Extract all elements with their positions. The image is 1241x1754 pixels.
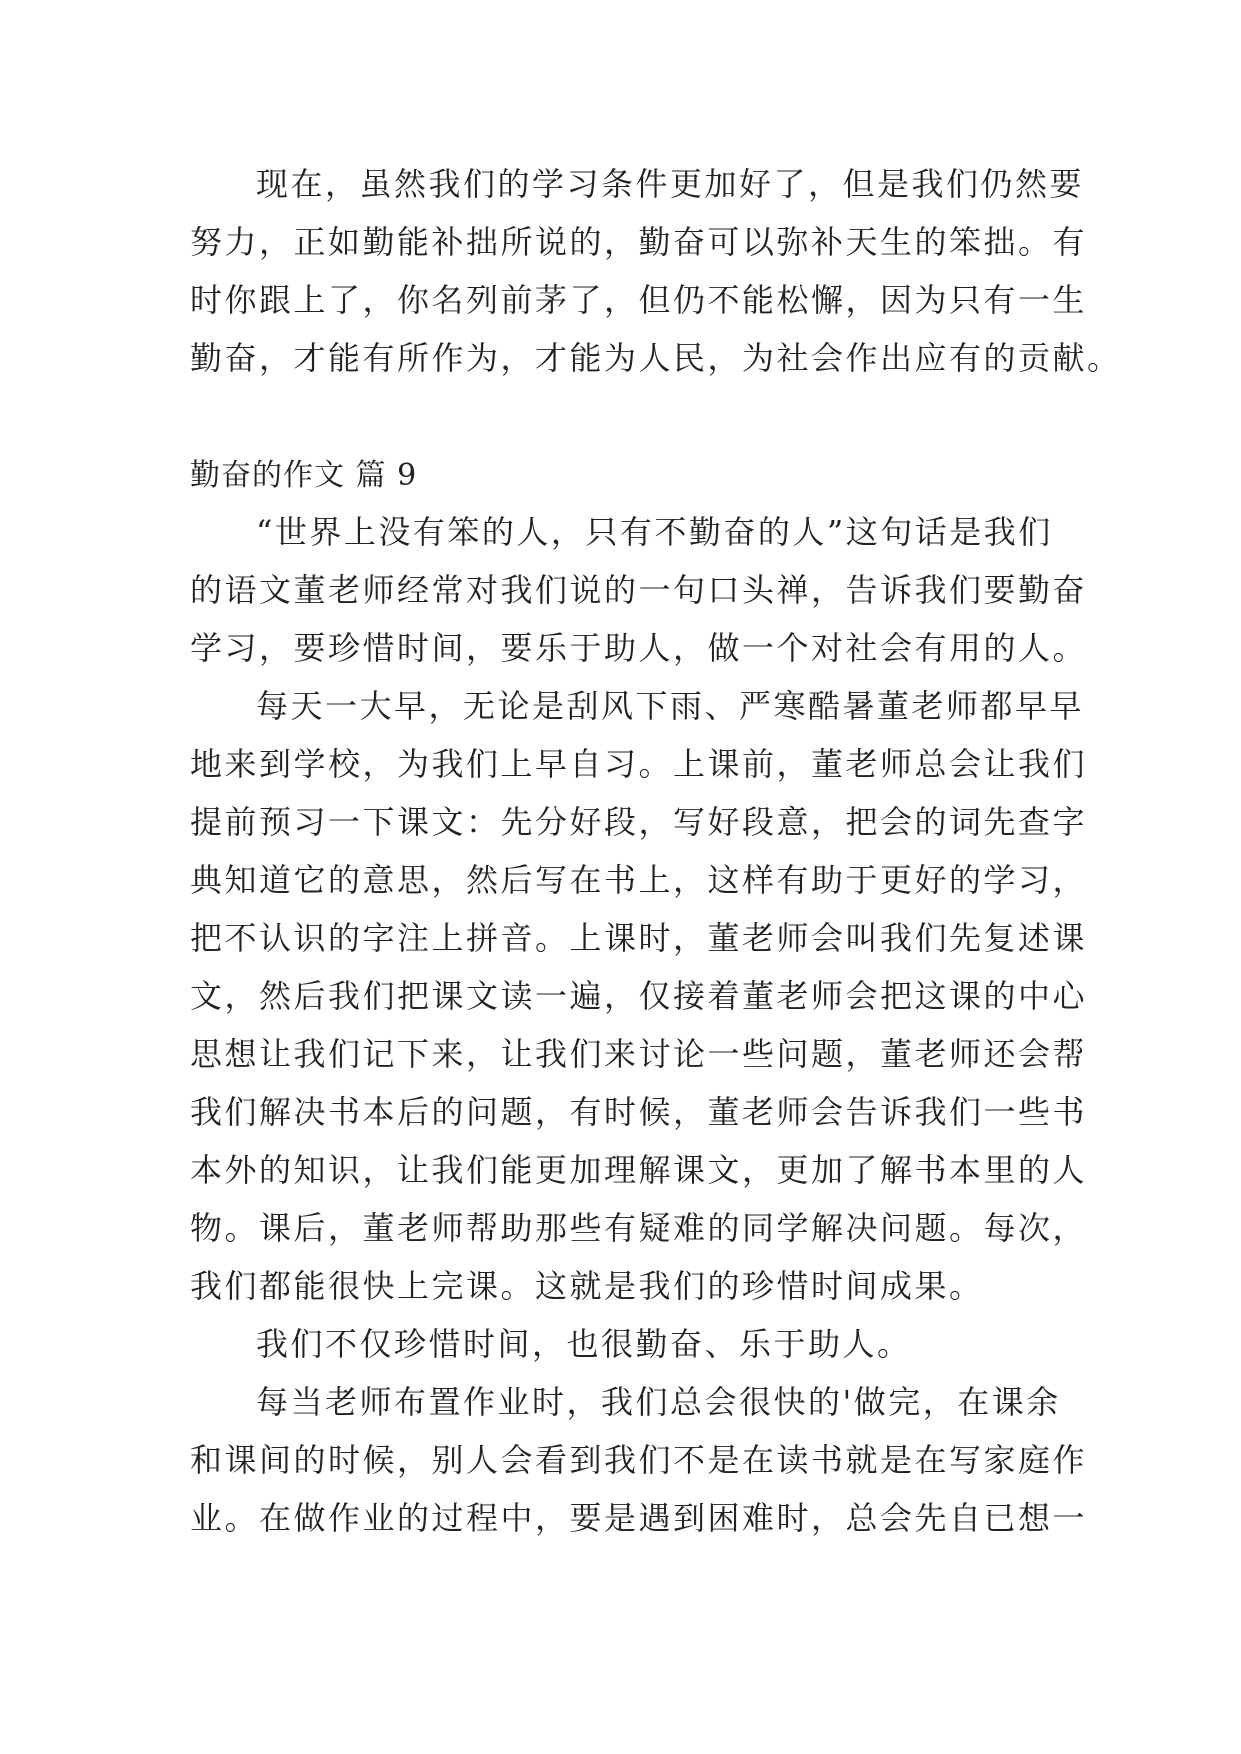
paragraph-line: 我们都能很快上完课。这就是我们的珍惜时间成果。 <box>190 1267 984 1305</box>
paragraph-line: 现在，虽然我们的学习条件更加好了，但是我们仍然要 <box>256 165 1085 203</box>
paragraph-line: 每当老师布置作业时，我们总会很快的'做完，在课余 <box>256 1383 1061 1421</box>
paragraph-line: 业。在做作业的过程中，要是遇到困难时，总会先自已想一 <box>190 1499 1088 1537</box>
section-heading <box>190 447 1052 505</box>
paragraph-line: 每天一大早，无论是刮风下雨、严寒酷暑董老师都早早 <box>256 687 1085 725</box>
paragraph-4 <box>190 1315 1052 1373</box>
paragraph-line: 的语文董老师经常对我们说的一句口头禅，告诉我们要勤奋 <box>190 571 1088 609</box>
paragraph-line: 我们不仅珍惜时间，也很勤奋、乐于助人。 <box>256 1325 912 1363</box>
paragraph-line: 努力，正如勤能补拙所说的，勤奋可以弥补天生的笨拙。有 <box>190 223 1088 261</box>
paragraph-1 <box>190 155 1122 387</box>
paragraph-line: 提前预习一下课文：先分好段，写好段意，把会的词先查字 <box>190 803 1088 841</box>
paragraph-line: 思想让我们记下来，让我们来讨论一些问题，董老师还会帮 <box>190 1035 1088 1073</box>
paragraph-line: 和课间的时候，别人会看到我们不是在读书就是在写家庭作 <box>190 1441 1088 1479</box>
paragraph-line: 典知道它的意思，然后写在书上，这样有助于更好的学习， <box>190 861 1088 899</box>
paragraph-line: 把不认识的字注上拼音。上课时，董老师会叫我们先复述课 <box>190 919 1088 957</box>
paragraph-line: 地来到学校，为我们上早自习。上课前，董老师总会让我们 <box>190 745 1088 783</box>
paragraph-line: 文，然后我们把课文读一遍，仅接着董老师会把这课的中心 <box>190 977 1088 1015</box>
paragraph-2 <box>190 503 1088 677</box>
paragraph-line: 本外的知识，让我们能更加理解课文，更加了解书本里的人 <box>190 1151 1088 1189</box>
paragraph-5 <box>190 1373 1088 1547</box>
paragraph-line: 时你跟上了，你名列前茅了，但仍不能松懈，因为只有一生 <box>190 281 1088 319</box>
paragraph-line: 物。课后，董老师帮助那些有疑难的同学解决问题。每次， <box>190 1209 1088 1247</box>
section-title: 勤奋的作文 篇 9 <box>190 458 418 493</box>
paragraph-3 <box>190 677 1088 1315</box>
paragraph-line: “世界上没有笨的人，只有不勤奋的人”这句话是我们 <box>256 513 1053 551</box>
paragraph-line: 学习，要珍惜时间，要乐于助人，做一个对社会有用的人。 <box>190 629 1088 667</box>
paragraph-line: 勤奋，才能有所作为，才能为人民，为社会作出应有的贡献。 <box>190 339 1122 377</box>
paragraph-line: 我们解决书本后的问题，有时候，董老师会告诉我们一些书 <box>190 1093 1088 1131</box>
